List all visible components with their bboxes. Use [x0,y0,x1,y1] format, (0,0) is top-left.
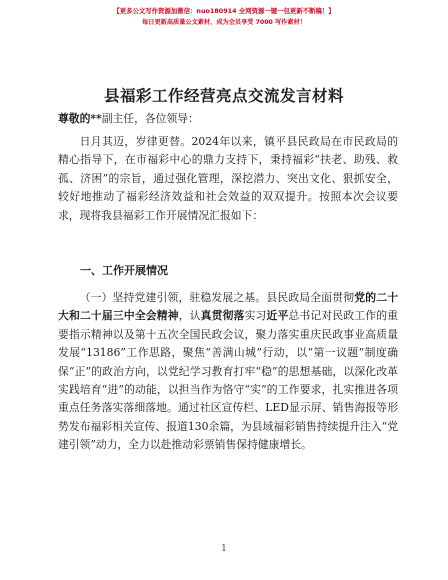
para2-rest: 总书记对民政工作的重要指示精神以及第十五次全国民政会议，聚力落实重庆民政事业高质量发展“13186”工作思路，聚焦“善满山城”行动，以“第一议题”制度确保“正”的政治方向，以党纪学习教育打牢“稳”的思想基础，以深化改革实践培育“进”的动能，以担当作为恪守“实”的工作要求，扎实推进各项重点任务落实落细落地。通过社区宣传栏、LED显示屏、销售海报等形势发布福彩相关宣传、报道130余篇，为县域福彩销售持续提升注入“党建引领”动力，全力以赴推动彩票销售保持健康增长。 [58,309,399,452]
body-paragraph [58,289,398,455]
para2-bold1: 党的二十大和二十届三中全会精神 [58,291,399,323]
para2-bold3: 近平 [266,309,289,323]
salutation-name: 尊敬的** [58,112,102,125]
para2-bold2: 真贯彻落 [200,309,245,323]
section-heading: 一、工作开展情况 [80,264,168,277]
promo-banner [0,6,448,28]
page-number: 1 [221,544,227,554]
intro-paragraph: 日月其迈，岁律更替。2024年以来，镇平县民政局在市民政局的精心指导下，在市福彩中心的鼎力支持下，秉持福彩“扶老、助残、救孤、济困”的宗旨，通过强化管理，深挖潜力、突出文化、狠抓安全，较好地推动了福彩经济效益和社会效益的双双提升。按照本次会议要求，现将我县福彩工作开展情况汇报如下： [58,135,398,222]
para2-mid2: 实习 [244,309,267,323]
para2-lead: （一）坚持党建引领，驻稳发展之基。县民政局全面贯彻 [79,291,355,304]
promo-banner-line1: 【更多公文写作资源加微信：nuo180914 全网资源一键一包更新不断稿！】 [113,7,335,15]
para2-mid1: ，认 [178,309,201,323]
salutation-rest: 副主任，各位领导： [101,112,199,125]
promo-banner-line2: 每日更新高质量公文素材，成为会员享受 7000 写作素材！ [142,19,306,26]
document-title: 县福彩工作经营亮点交流发言材料 [103,86,344,105]
salutation [58,110,398,128]
